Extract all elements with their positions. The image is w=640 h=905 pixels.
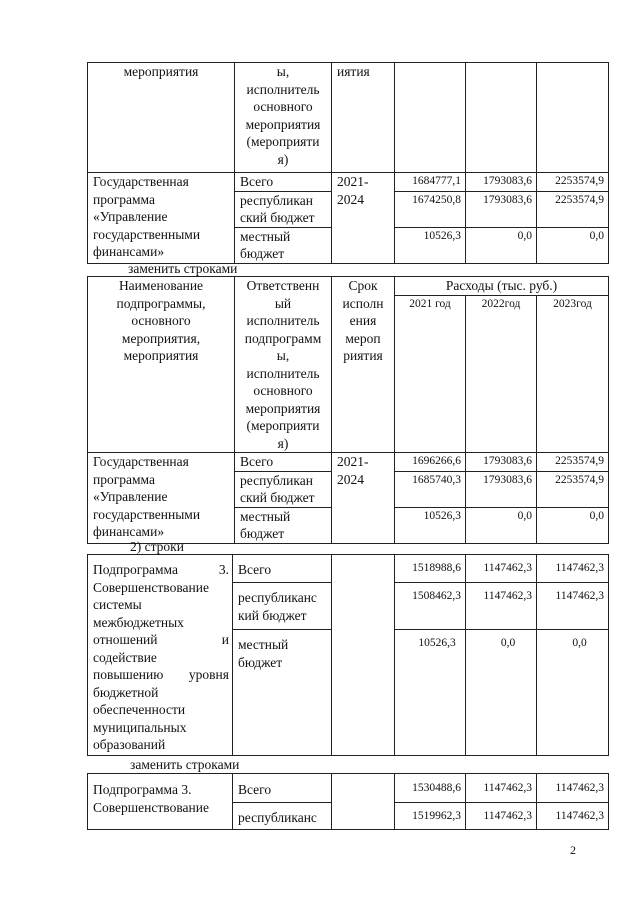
- table-cell-value: 1147462,3: [537, 555, 609, 583]
- header-year-2022: 2022год: [466, 295, 537, 452]
- table-cell-value: 1147462,3: [466, 583, 537, 630]
- table-row: [88, 774, 609, 803]
- table-cell-value: 1147462,3: [466, 803, 537, 830]
- table-cell-program-name: Государственная программа «Управление государственными финансами»: [88, 173, 235, 264]
- table-cell-value: 1793083,6: [466, 191, 537, 227]
- table-row: [88, 173, 609, 192]
- table-cell-term: [332, 774, 395, 830]
- table-cell-value: 10526,3: [395, 630, 466, 756]
- table-cell-value: 0,0: [466, 507, 537, 543]
- table-header-row: [88, 277, 609, 296]
- table-cell-value: 1674250,8: [395, 191, 466, 227]
- table-new-subprogram: [87, 773, 609, 830]
- table-cell-value: 0,0: [537, 227, 609, 263]
- table-row: [88, 63, 609, 173]
- table-cell-subprogram-name: Подпрограмма 3. Совершенствование: [88, 774, 233, 830]
- table-cell-value: 1518988,6: [395, 555, 466, 583]
- table-cell-program-name: Государственная программа «Управление государственными финансами»: [88, 453, 235, 544]
- table-cell-label: республиканс кий бюджет: [233, 583, 332, 630]
- table-cell-label: республикан ский бюджет: [235, 471, 332, 507]
- table-row: [88, 453, 609, 472]
- table-cell-value: 1793083,6: [466, 173, 537, 192]
- table-cell-term: 2021- 2024: [332, 453, 395, 544]
- table-cell-empty: [466, 63, 537, 173]
- table-cell-term: 2021- 2024: [332, 173, 395, 264]
- table-cell-value: 1147462,3: [537, 774, 609, 803]
- table-cell-label: местный бюджет: [235, 507, 332, 543]
- header-term: Срок исполн ения мероп риятия: [332, 277, 395, 453]
- table-cell-value: 0,0: [537, 630, 609, 756]
- table-cell-value: 1508462,3: [395, 583, 466, 630]
- table-cell-value: 10526,3: [395, 507, 466, 543]
- table-cell-empty: [537, 63, 609, 173]
- table-cell-value: 1147462,3: [537, 583, 609, 630]
- header-year-2023: 2023год: [537, 295, 609, 452]
- table-cell-term: иятия: [332, 63, 395, 173]
- table-cell-name: мероприятия: [88, 63, 235, 173]
- table-cell-value: 1147462,3: [466, 555, 537, 583]
- table-cell-label: Всего: [233, 555, 332, 583]
- table-old-program: [87, 62, 609, 264]
- table-cell-empty: [395, 63, 466, 173]
- table-old-subprogram: [87, 554, 609, 756]
- table-row: [88, 555, 609, 583]
- table-cell-value: 1147462,3: [537, 803, 609, 830]
- table-cell-value: 2253574,9: [537, 471, 609, 507]
- table-cell-label: республикан ский бюджет: [235, 191, 332, 227]
- header-responsible: Ответственн ый исполнитель подпрограмм ы, исполнитель основного мероприятия (мероприяти я): [235, 277, 332, 453]
- section-caption: 2) строки: [130, 539, 184, 554]
- table-cell-value: 0,0: [466, 630, 537, 756]
- table-cell-value: 2253574,9: [537, 191, 609, 227]
- table-cell-term: [332, 555, 395, 756]
- page-number: 2: [570, 843, 576, 857]
- header-name: Наименование подпрограммы, основного мероприятия, мероприятия: [88, 277, 235, 453]
- table-cell-label: местный бюджет: [235, 227, 332, 263]
- table-cell-value: 1793083,6: [466, 471, 537, 507]
- table-cell-value: 1519962,3: [395, 803, 466, 830]
- table-cell-label: республиканс: [233, 803, 332, 830]
- table-cell-value: 1696266,6: [395, 453, 466, 472]
- table-cell-value: 10526,3: [395, 227, 466, 263]
- replace-caption: заменить строками: [128, 261, 238, 276]
- table-cell-value: 1147462,3: [466, 774, 537, 803]
- replace-caption: заменить строками: [130, 757, 240, 772]
- table-cell-label: Всего: [235, 453, 332, 472]
- table-cell-value: 2253574,9: [537, 453, 609, 472]
- table-cell-subprogram-name: Подпрограмма 3. Совершенствование системы межбюджетных отношений и содействие повышению уровня бюджетной обеспеченности муниципальных образований: [88, 555, 233, 756]
- table-cell-value: 1530488,6: [395, 774, 466, 803]
- table-cell-label: местный бюджет: [233, 630, 332, 756]
- table-new-program: [87, 276, 609, 544]
- table-cell-value: 1684777,1: [395, 173, 466, 192]
- table-cell-value: 0,0: [466, 227, 537, 263]
- header-year-2021: 2021 год: [395, 295, 466, 452]
- header-expenses: Расходы (тыс. руб.): [395, 277, 609, 296]
- table-cell-label: Всего: [233, 774, 332, 803]
- table-cell-responsible: ы, исполнитель основного мероприятия (мероприяти я): [235, 63, 332, 173]
- table-cell-value: 1685740,3: [395, 471, 466, 507]
- table-cell-label: Всего: [235, 173, 332, 192]
- table-cell-value: 2253574,9: [537, 173, 609, 192]
- table-cell-value: 0,0: [537, 507, 609, 543]
- table-cell-value: 1793083,6: [466, 453, 537, 472]
